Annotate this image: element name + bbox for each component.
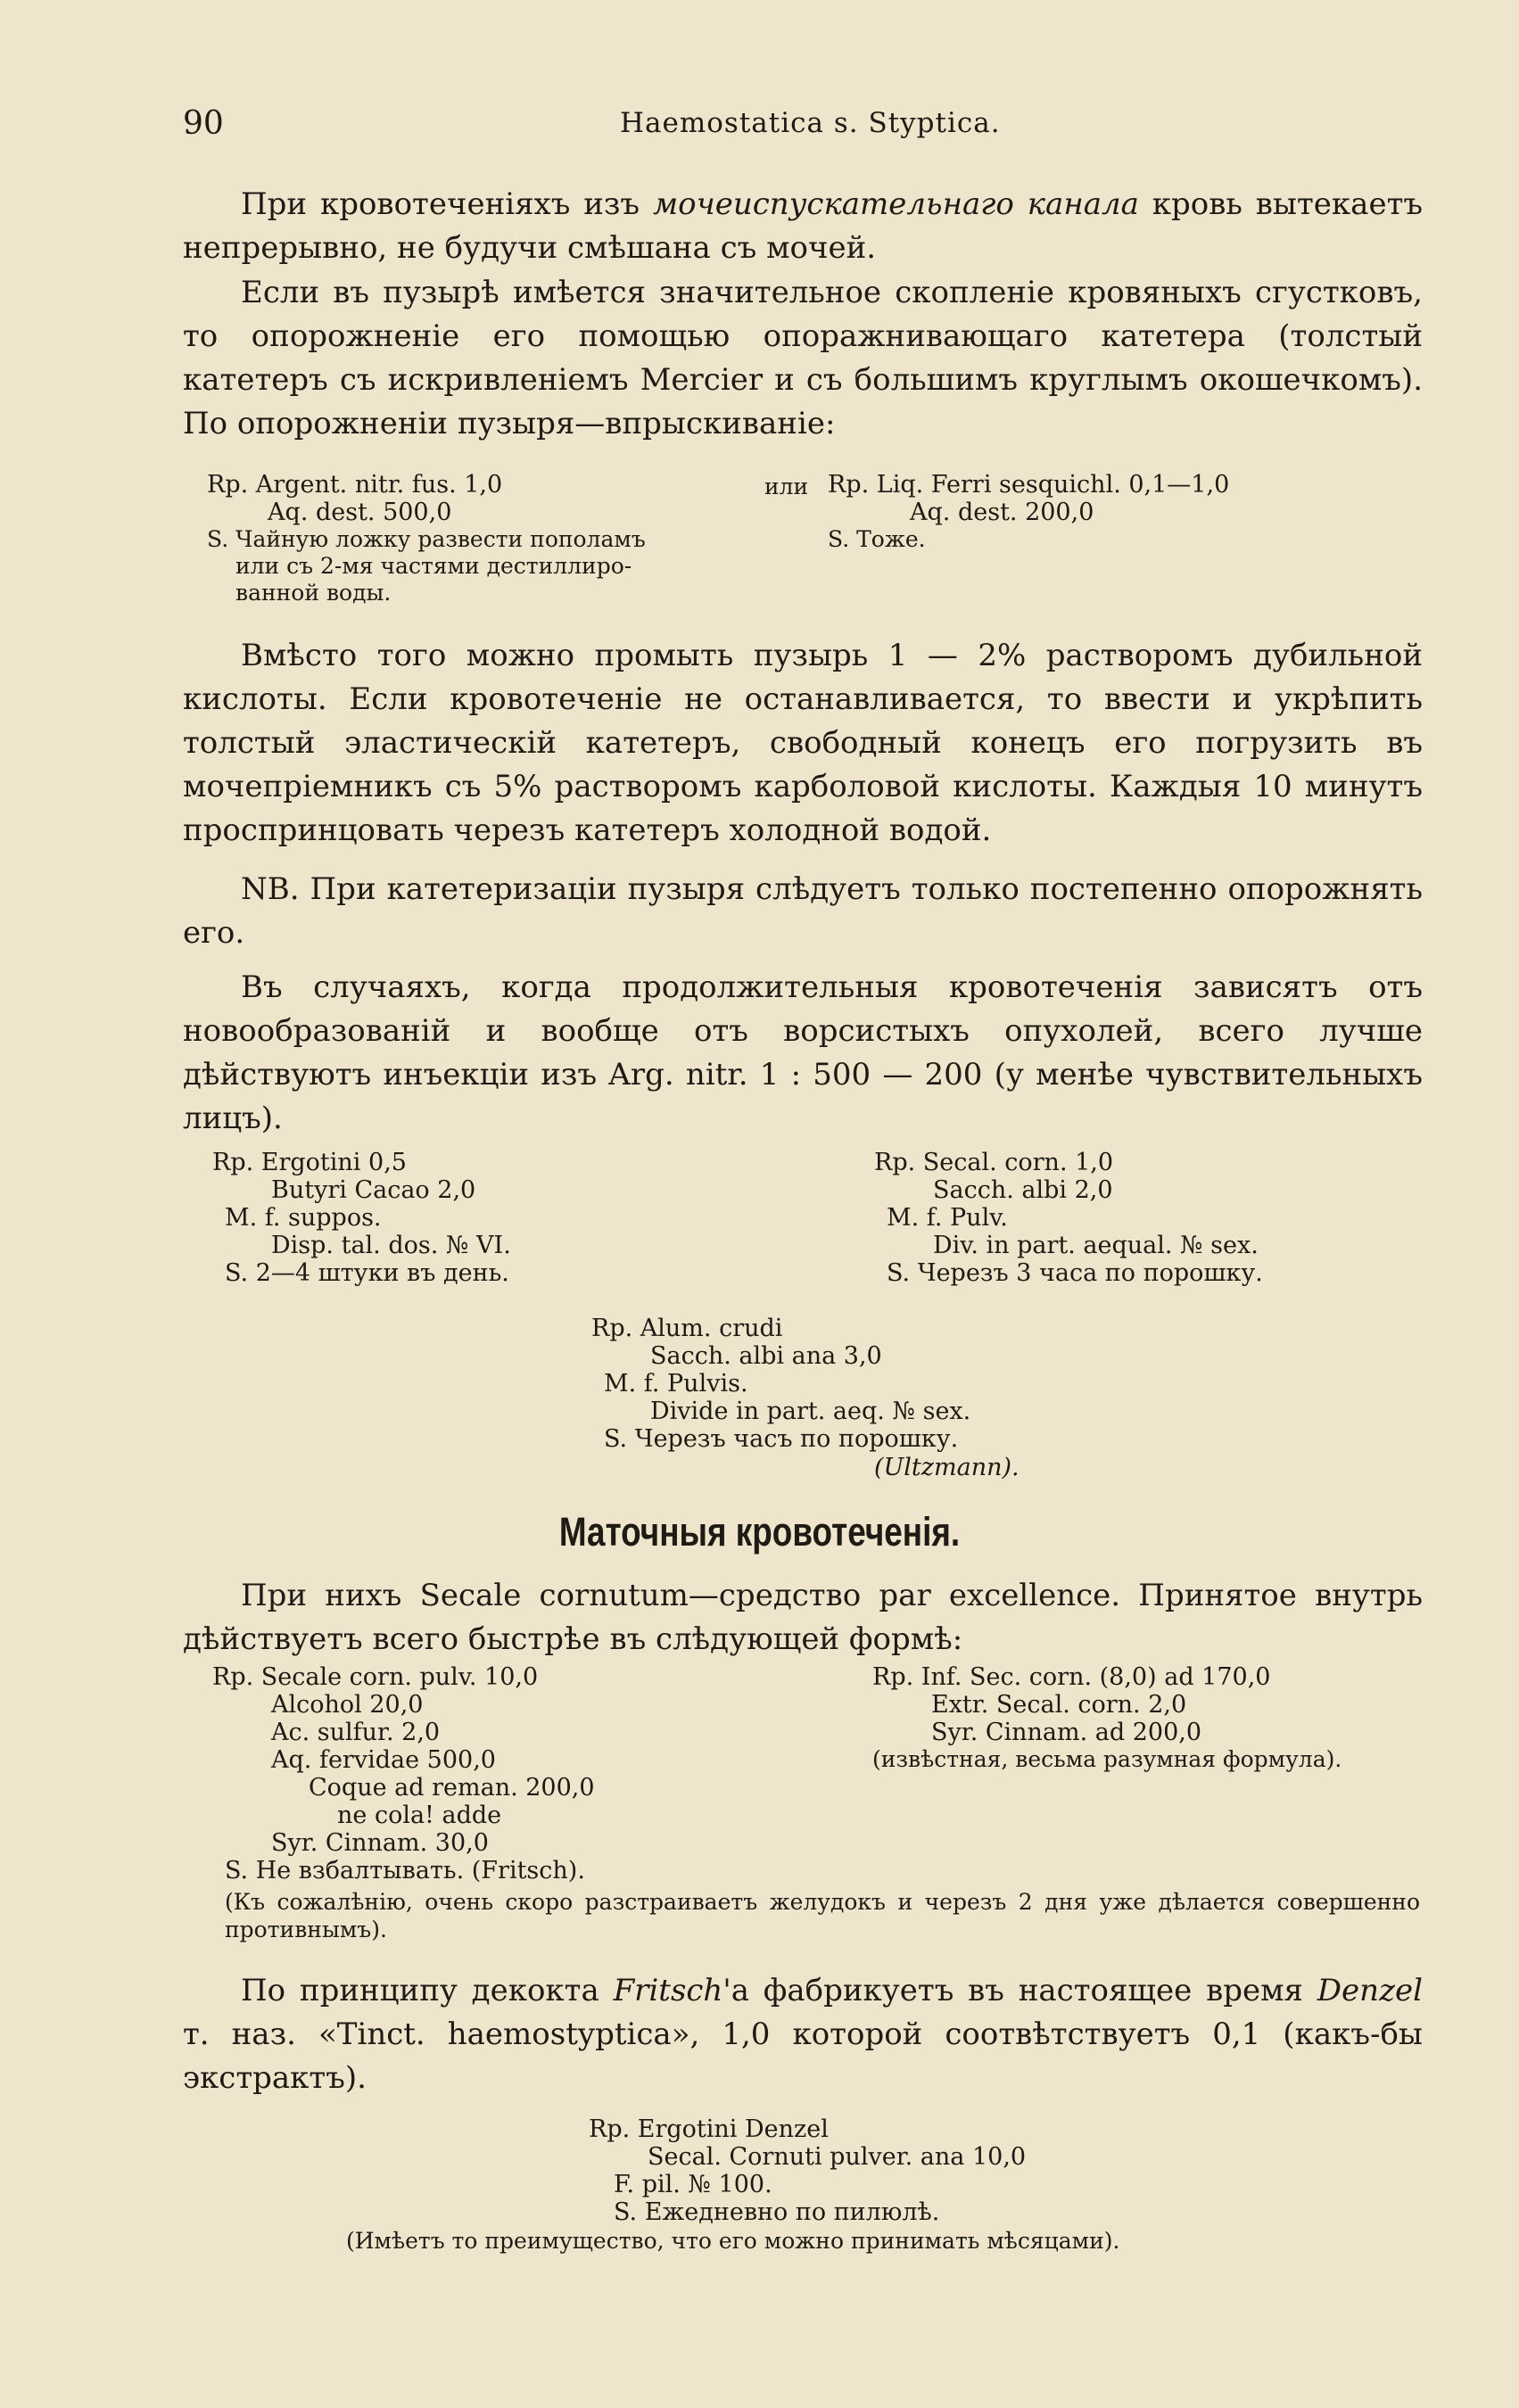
paragraph-denzel: По принципу декокта Fritsch'а фабрикуетъ въ настоящее время Denzel т. наз. «Tinct. haemostyptica», 1,0 которой соотвѣтствуетъ 0,1 (какъ-бы экстрактъ).	[183, 1973, 1423, 2096]
prescription-secale-pulv: Rp. Secal. corn. 1,0 Sacch. albi 2,0 M. f. Pulv. Div. in part. aequal. № sex. S. Черезъ 3 часа по порошку.	[874, 1149, 1263, 1287]
paragraph-secale: При нихъ Secale cornutum—средство par excellence. Принятое внутрь дѣйствуетъ всего быстрѣе въ слѣдующей формѣ:	[183, 1578, 1423, 1657]
note-pills: (Имѣетъ то преимущество, что его можно принимать мѣсяцами).	[346, 2228, 1120, 2254]
paragraph-nota-bene: NB. При катетеризаціи пузыря слѣдуетъ только постепенно опорожнять его.	[183, 871, 1423, 951]
attribution-ultzmann: (Ultzmann).	[874, 1454, 1020, 1481]
paragraph-urethral-bleeding: При кровотеченіяхъ изъ мочеиспускательнаго канала кровь вытекаетъ непрерывно, не будучи смѣшана съ мочей.	[183, 186, 1424, 266]
prescription-alum: Rp. Alum. crudi Sacch. albi ana 3,0 M. f. Pulvis. Divide in part. aeq. № sex. S. Черезъ часъ по порошку.	[591, 1315, 971, 1453]
prescription-ergotini-suppos: Rp. Ergotini 0,5 Butyri Cacao 2,0 M. f. suppos. Disp. tal. dos. № VI. S. 2—4 штуки въ день.	[212, 1149, 511, 1287]
running-title: Haemostatica s. Styptica.	[620, 107, 1001, 139]
paragraph-bladder-clots: Если въ пузырѣ имѣется значительное скопленіе кровяныхъ сгустковъ, то опорожненіе его помощью опоражнивающаго катетера (толстый катетеръ съ искривленіемъ Mercier и съ большимъ круглымъ окошечкомъ). По опорожненіи пузыря—впрыскиваніе:	[183, 275, 1423, 441]
prescription-pills: Rp. Ergotini Denzel Secal. Cornuti pulver. ana 10,0 F. pil. № 100. S. Ежедневно по пилюлѣ.	[589, 2115, 1027, 2226]
prescription-ferri: Rp. Liq. Ferri sesquichl. 0,1—1,0 Aq. dest. 200,0 S. Тоже.	[828, 471, 1230, 552]
prescription-argentum: Rp. Argent. nitr. fus. 1,0 Aq. dest. 500,0 S. Чайную ложку развести пополамъ или съ 2-мя частями дестиллиро- ванной воды.	[207, 471, 646, 606]
page-number: 90	[183, 105, 224, 142]
or-word: или	[764, 474, 809, 499]
section-heading: Маточныя кровотеченія.	[558, 1509, 961, 1554]
emphasis-denzel: Denzel	[1317, 1973, 1423, 2008]
paragraph-neoplasms: Въ случаяхъ, когда продолжительныя кровотеченія зависятъ отъ новообразованій и вообще отъ ворсистыхъ опухолей, всего лучше дѣйствуютъ инъекціи изъ Arg. nitr. 1 : 500 — 200 (у менѣе чувствительныхъ лицъ).	[183, 969, 1423, 1136]
paragraph-tannic-acid: Вмѣсто того можно промыть пузырь 1 — 2% растворомъ дубильной кислоты. Если кровотеченіе не останавливается, то ввести и укрѣпить толстый эластическій катетеръ, свободный конецъ его погрузить въ мочепріемникъ съ 5% растворомъ карболовой кислоты. Каждыя 10 минутъ проспринцовать черезъ катетеръ холодной водой.	[183, 638, 1423, 848]
page-header	[183, 105, 1423, 150]
emphasis-urethra: мочеиспускательнаго канала	[652, 186, 1139, 222]
prescription-infusion: Rp. Inf. Sec. corn. (8,0) ad 170,0 Extr. Secal. corn. 2,0 Syr. Cinnam. ad 200,0 (извѣстная, весьма разумная формула).	[872, 1663, 1342, 1772]
prescription-secale-decoction: Rp. Secale corn. pulv. 10,0 Alcohol 20,0 Ac. sulfur. 2,0 Aq. fervidae 500,0 Coque ad reman. 200,0 ne cola! adde Syr. Cinnam. 30,0 S. Не взбалтывать. (Fritsch).	[212, 1663, 595, 1884]
note-stomach: (Къ сожалѣнію, очень скоро разстраиваетъ желудокъ и черезъ 2 дня уже дѣлается совершенно противнымъ).	[225, 1889, 1420, 1942]
emphasis-fritsch: Fritsch	[613, 1973, 723, 2008]
